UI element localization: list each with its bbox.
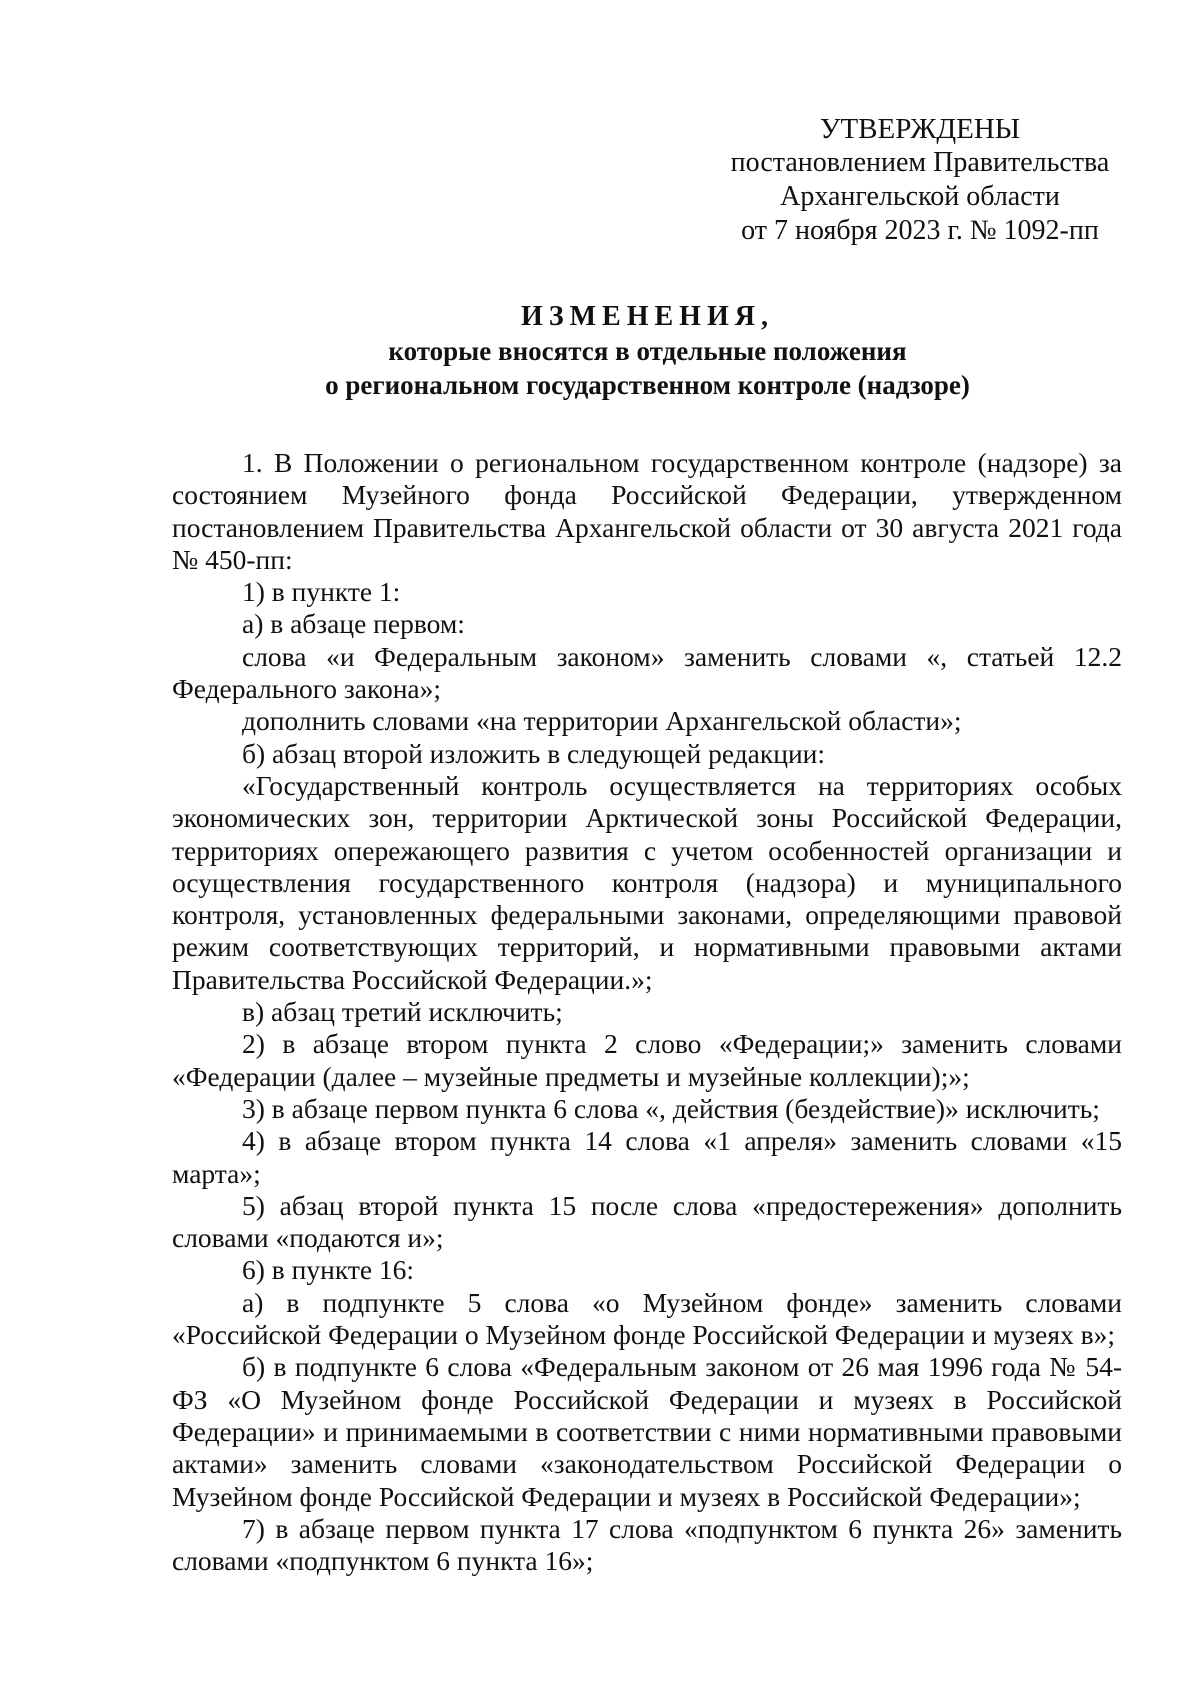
approval-heading: УТВЕРЖДЕНЫ	[819, 113, 1021, 145]
paragraph: 2) в абзаце втором пункта 2 слово «Федерации;» заменить словами «Федерации (далее – музейные предметы и музейные коллекции);»;	[172, 1028, 1122, 1092]
paragraph: в) абзац третий исключить;	[242, 996, 563, 1028]
paragraph: 6) в пункте 16:	[242, 1254, 415, 1286]
paragraph: 1. В Положении о региональном государственном контроле (надзоре) за состоянием Музейного фонда Российской Федерации, утвержденном постановлением Правительства Архангельской области от 30 августа 2021 года № 450-пп:	[172, 447, 1122, 575]
paragraph: 7) в абзаце первом пункта 17 слова «подпунктом 6 пункта 26» заменить словами «подпунктом 6 пункта 16»;	[172, 1512, 1122, 1577]
title-main: ИЗМЕНЕНИЯ,	[521, 301, 774, 332]
paragraph: дополнить словами «на территории Архангельской области»;	[242, 705, 962, 737]
title-subtitle-line-1: которые вносятся в отдельные положения	[388, 336, 907, 366]
paragraph: 3) в абзаце первом пункта 6 слова «, действия (бездействие)» исключить;	[242, 1092, 1100, 1124]
document-body	[172, 447, 1122, 1577]
document-title	[170, 300, 1125, 402]
paragraph: б) абзац второй изложить в следующей редакции:	[242, 737, 826, 769]
paragraph: 5) абзац второй пункта 15 после слова «предостережения» дополнить словами «подаются и»;	[172, 1189, 1122, 1254]
paragraph: а) в подпункте 5 слова «о Музейном фонде» заменить словами «Российской Федерации о Музейном фонде Российской Федерации и музеях в»;	[172, 1286, 1122, 1351]
approval-line-1: постановлением Правительства	[730, 147, 1110, 178]
paragraph: «Государственный контроль осуществляется на территориях особых экономических зон, территории Арктической зоны Российской Федерации, территориях опережающего развития с учетом особенностей организации и осуществления государственного контроля (надзора) и муниципального контроля, установленных федеральными законами, определяющими правовой режим соответствующих территорий, и нормативными правовыми актами Правительства Российской Федерации.»;	[172, 769, 1122, 995]
approval-line-3: от 7 ноября 2023 г. № 1092-пп	[741, 215, 1099, 246]
paragraph: а) в абзаце первом:	[242, 608, 465, 640]
approval-stamp	[700, 112, 1140, 248]
approval-line-2: Архангельской области	[780, 181, 1060, 212]
paragraph: б) в подпункте 6 слова «Федеральным законом от 26 мая 1996 года № 54-ФЗ «О Музейном фонде Российской Федерации и музеях в Российской Федерации» и принимаемыми в соответствии с ними нормативными правовыми актами» заменить словами «законодательством Российской Федерации о Музейном фонде Российской Федерации и музеях в Российской Федерации»;	[172, 1351, 1122, 1512]
title-subtitle-line-2: о региональном государственном контроле (надзоре)	[325, 370, 970, 400]
paragraph: слова «и Федеральным законом» заменить словами «, статьей 12.2 Федерального закона»;	[172, 640, 1122, 705]
paragraph: 1) в пункте 1:	[242, 576, 401, 608]
paragraph: 4) в абзаце втором пункта 14 слова «1 апреля» заменить словами «15 марта»;	[172, 1125, 1122, 1189]
